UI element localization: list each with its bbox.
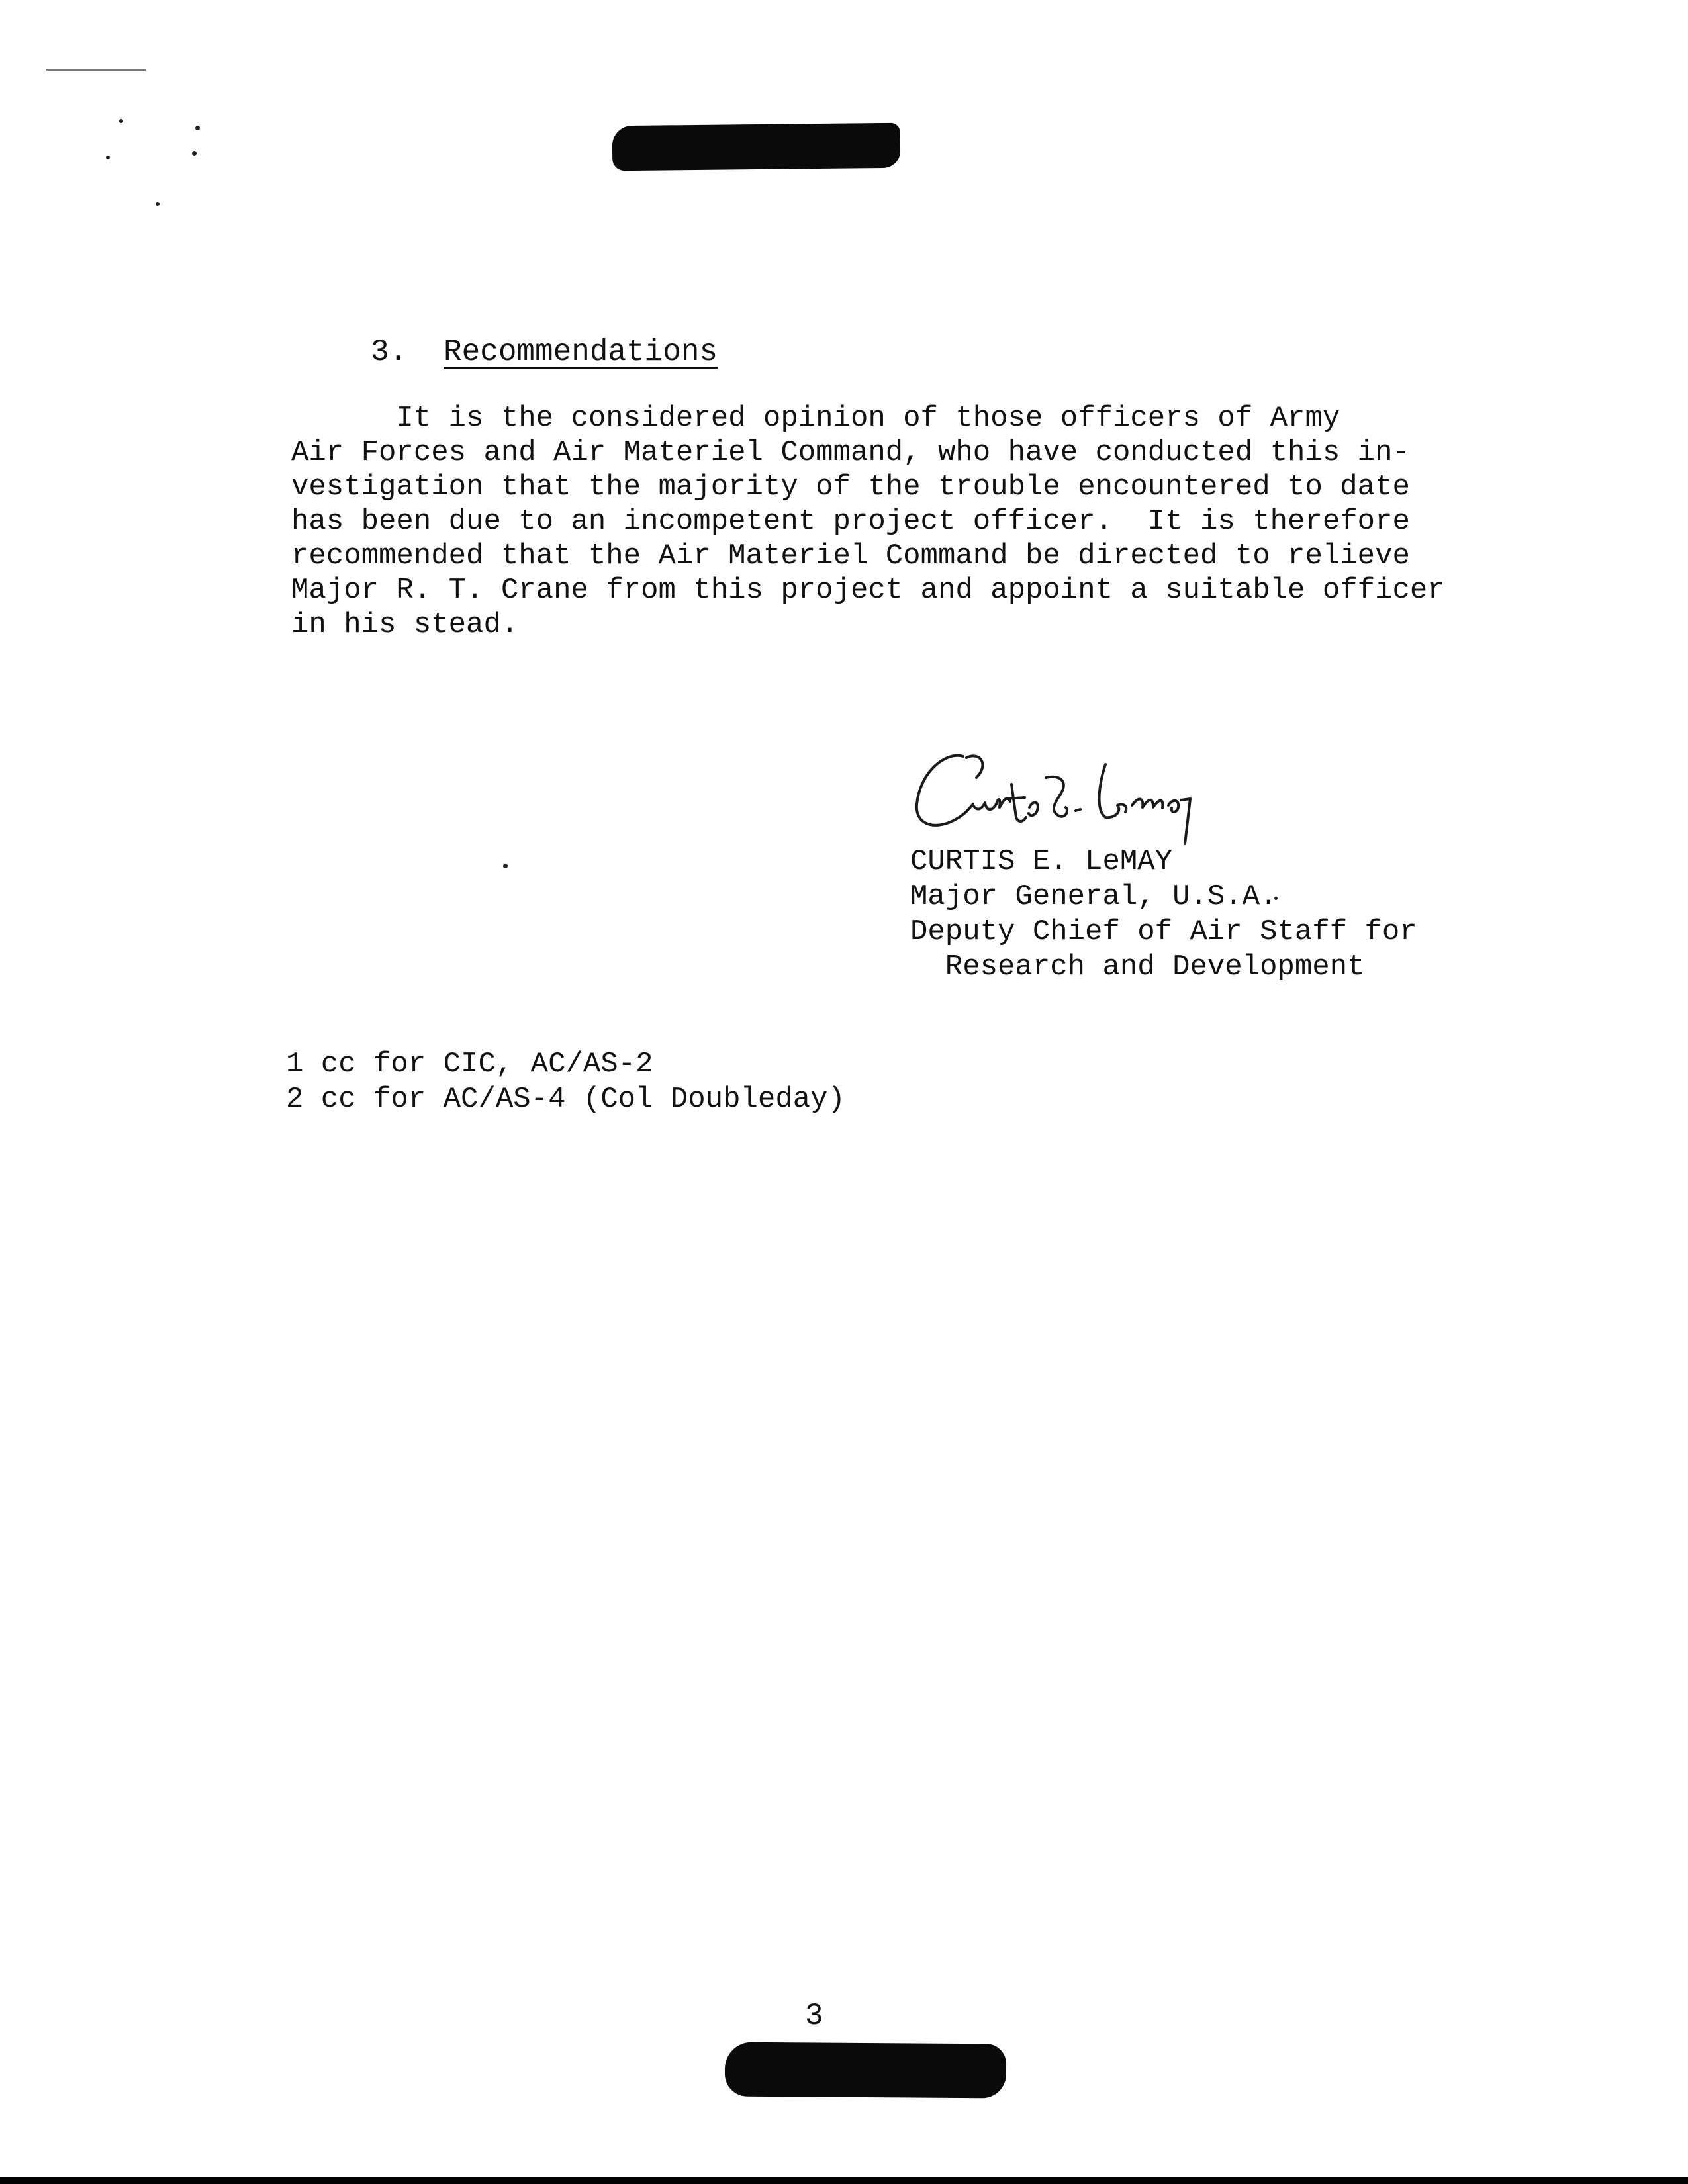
paragraph-line: vestigation that the majority of the trouble encountered to date bbox=[291, 471, 1410, 504]
paragraph-line: Air Forces and Air Materiel Command, who have conducted this in- bbox=[291, 436, 1410, 469]
scan-bottom-border bbox=[0, 2177, 1688, 2184]
recommendation-paragraph bbox=[291, 401, 1445, 642]
signer-title-line-1: Deputy Chief of Air Staff for bbox=[910, 915, 1417, 948]
section-number: 3. bbox=[371, 335, 408, 369]
distribution-list bbox=[286, 1047, 845, 1117]
scan-speck bbox=[106, 156, 110, 159]
signer-rank: Major General, U.S.A. bbox=[910, 880, 1278, 913]
scan-speck bbox=[119, 119, 123, 123]
distribution-item: 1 cc for CIC, AC/AS-2 bbox=[286, 1048, 653, 1081]
redaction-bar-top bbox=[612, 123, 901, 171]
paragraph-line: Major R. T. Crane from this project and appoint a suitable officer bbox=[291, 574, 1445, 607]
scan-speck bbox=[195, 126, 200, 130]
section-title: Recommendations bbox=[444, 335, 718, 369]
signer-name: CURTIS E. LeMAY bbox=[910, 845, 1173, 878]
signer-title-line-2: Research and Development bbox=[910, 950, 1365, 983]
signature-block bbox=[910, 844, 1417, 985]
scan-edge-mark bbox=[46, 69, 146, 71]
paragraph-line: recommended that the Air Materiel Command be directed to relieve bbox=[291, 539, 1410, 572]
paragraph-line: in his stead. bbox=[291, 608, 519, 641]
paragraph-line: It is the considered opinion of those officers of Army bbox=[291, 402, 1340, 435]
redaction-bar-bottom bbox=[725, 2042, 1007, 2099]
distribution-item: 2 cc for AC/AS-4 (Col Doubleday) bbox=[286, 1083, 845, 1116]
page-number: 3 bbox=[805, 1999, 823, 2033]
scan-speck bbox=[192, 151, 197, 156]
scan-speck bbox=[503, 864, 508, 868]
handwritten-signature bbox=[907, 745, 1218, 847]
paragraph-line: has been due to an incompetent project officer. It is therefore bbox=[291, 505, 1410, 538]
scan-speck bbox=[156, 202, 160, 206]
section-heading bbox=[371, 335, 718, 369]
